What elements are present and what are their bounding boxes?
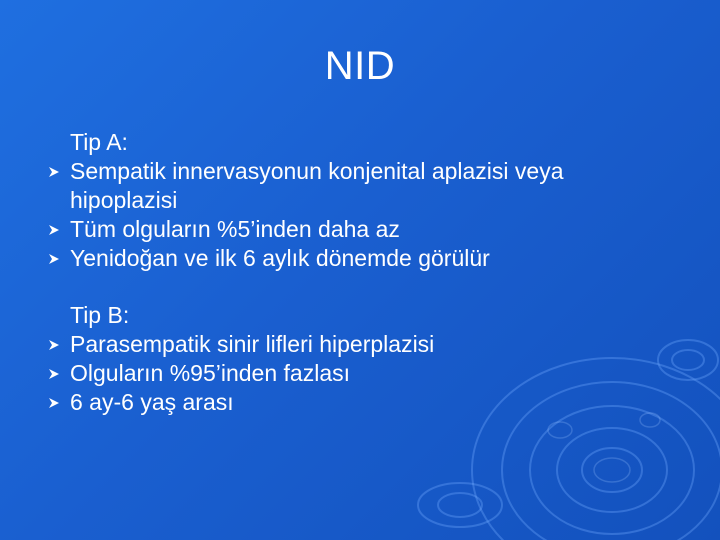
list-item-text: Sempatik innervasyonun konjenital aplazisi veya: [70, 158, 564, 184]
list-item-text: Tüm olguların %5’inden daha az: [70, 216, 400, 242]
section-a-heading-text: Tip A:: [70, 129, 128, 155]
slide-title: [0, 40, 720, 92]
section-spacer: [56, 273, 696, 301]
list-item: [56, 359, 696, 388]
arrow-bullet-icon: [48, 157, 62, 186]
list-item: [56, 215, 696, 244]
section-b-heading-text: Tip B:: [70, 302, 130, 328]
list-item: [56, 388, 696, 417]
list-item-continuation: [56, 186, 696, 215]
arrow-bullet-icon: [48, 215, 62, 244]
slide-title-text: NID: [324, 44, 396, 88]
list-item-text: Parasempatik sinir lifleri hiperplazisi: [70, 331, 435, 357]
list-item: [56, 244, 696, 273]
section-a-heading: [56, 128, 696, 157]
list-item-text: hipoplazisi: [70, 187, 178, 213]
arrow-bullet-icon: [48, 388, 62, 417]
list-item-text: Olguların %95’inden fazlası: [70, 360, 350, 386]
arrow-bullet-icon: [48, 244, 62, 273]
slide-body: [56, 128, 696, 417]
list-item: [56, 330, 696, 359]
arrow-bullet-icon: [48, 359, 62, 388]
section-b-heading: [56, 301, 696, 330]
list-item-text: Yenidoğan ve ilk 6 aylık dönemde görülür: [70, 245, 490, 271]
list-item: [56, 157, 696, 186]
arrow-bullet-icon: [48, 330, 62, 359]
list-item-text: 6 ay-6 yaş arası: [70, 389, 234, 415]
